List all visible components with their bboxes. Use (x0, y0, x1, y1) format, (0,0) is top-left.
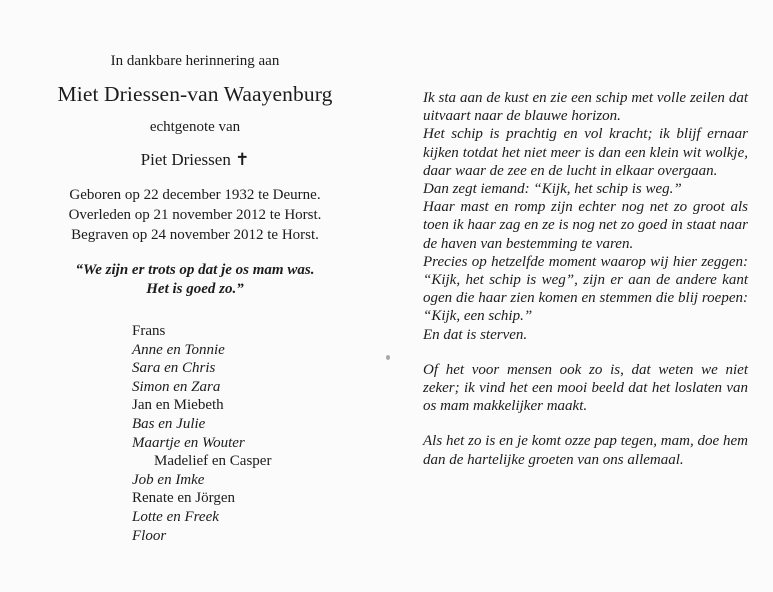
spouse-name: Piet Driessen ✝ (140, 150, 250, 169)
family-member: Jan en Miebeth (132, 397, 224, 414)
poem-line: Dan zegt iemand: “Kijk, het schip is weg.” (423, 181, 682, 198)
poem-line: En dat is sterven. (423, 326, 528, 343)
family-member: Madelief en Casper (154, 453, 272, 470)
closing-paragraph: Als het zo is en je komt ozze pap tegen, mam, doe hem dan de hartelijke groeten van ons allemaal. (423, 433, 748, 468)
poem-line: Het schip is prachtig en vol kracht; ik blijf ernaar kijken totdat het niet meer is dan een klein wit wolkje, daar waar de zee en de lucht in elkaar overgaan. (423, 126, 748, 179)
poem-line: Haar mast en romp zijn echter nog net zo groot als toen ik haar zag en ze is nog net zo goed in staat naar de haven van bestemming te varen. (423, 199, 748, 252)
death-line: Overleden op 21 november 2012 te Horst. (68, 207, 322, 223)
dates-block (20, 185, 370, 245)
closing-paragraph: Of het voor mensen ook zo is, dat weten we niet zeker; ik vind het een mooi beeld dat het loslaten van os mam makkelijker maakt. (423, 361, 748, 415)
spouse-intro: echtgenote van (149, 119, 241, 135)
quote-line: Het is goed zo.” (146, 281, 244, 297)
fold-mark (386, 355, 390, 360)
intro-line: In dankbare herinnering aan (110, 53, 280, 69)
family-member: Simon en Zara (132, 378, 221, 395)
poem-line: Precies op hetzelfde moment waarop wij hier zeggen: “Kijk, het schip is weg”, zijn er aan de andere kant ogen die haar zien komen en stemmen die blij roepen: “Kijk, een schip.” (423, 253, 748, 325)
family-list (132, 322, 271, 545)
deceased-name: Miet Driessen-van Waayenburg (57, 82, 333, 106)
burial-line: Begraven op 24 november 2012 te Horst. (71, 227, 319, 243)
family-quote (20, 261, 370, 299)
family-member: Floor (132, 527, 167, 544)
quote-line: “We zijn er trots op dat je os mam was. (75, 262, 315, 278)
poem-line: Ik sta aan de kust en zie een schip met volle zeilen dat uitvaart naar de blauwe horizon. (423, 90, 748, 125)
family-member: Lotte en Freek (132, 508, 219, 525)
poem-panel (423, 89, 748, 469)
family-member: Bas en Julie (132, 415, 206, 432)
family-member: Sara en Chris (132, 360, 216, 377)
family-member: Job en Imke (132, 471, 205, 488)
family-member: Maartje en Wouter (132, 434, 245, 451)
family-member: Anne en Tonnie (132, 341, 225, 358)
family-member: Frans (132, 323, 166, 339)
birth-line: Geboren op 22 december 1932 te Deurne. (69, 187, 321, 203)
family-member: Renate en Jörgen (132, 490, 236, 507)
left-panel (20, 50, 370, 299)
